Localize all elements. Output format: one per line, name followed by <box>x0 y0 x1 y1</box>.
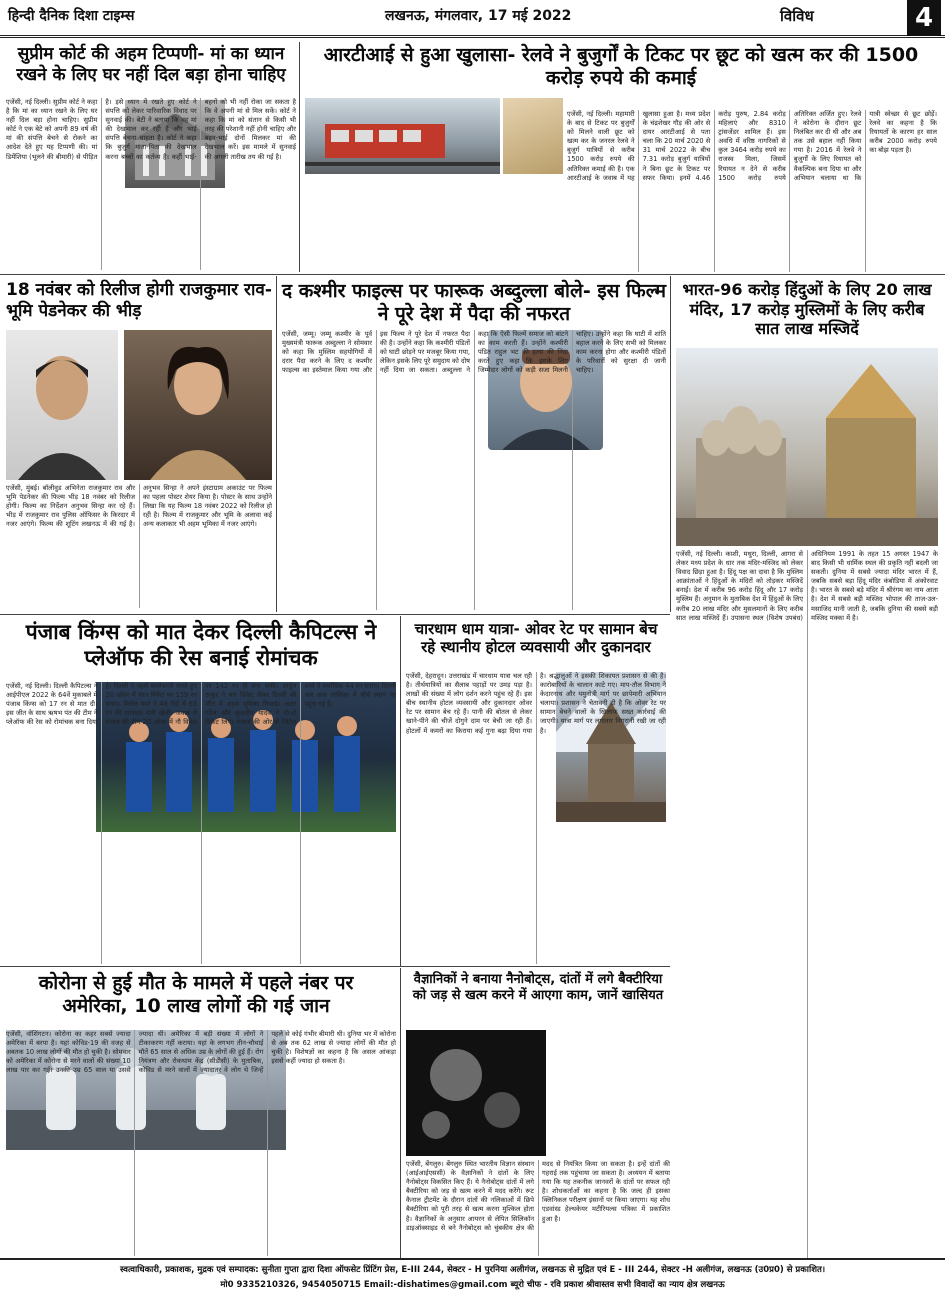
corona-headline: कोरोना से हुई मौत के मामले में पहले नंबर पर अमेरिका, 10 लाख लोगों की गई जान <box>38 972 354 1018</box>
char-dham-headline: चारधाम धाम यात्रा- ओवर रेट पर सामान बेच रहे स्थानीय होटल व्यवसायी और दुकानदार <box>414 620 658 657</box>
kashmir-files-body: एजेंसी, जम्मू। जम्मू कश्मीर के पूर्व मुख्यमंत्री फारूक अब्दुल्ला ने सोमवार को कहा कि मुस्लिम सहयोगियों में दरार पैदा करने के लिए द कश्मीर फाइल्स का इस्तेमाल किया गया और इस फिल्म ने पूरे देश में नफरत पैदा की है। उन्होंने कहा कि कश्मीरी पंडितों को घाटी छोड़ने पर मजबूर किया गया, लेकिन इसके लिए पूरे समुदाय को दोष नहीं दिया जा सकता। अब्दुल्ला ने कहा कि ऐसी फिल्में समाज को बांटने का काम करती हैं। उन्होंने कश्मीरी पंडित राहुल भट की हत्या की निंदा करते हुए कहा कि इसके लिए जिम्मेदार लोगों को कड़ी सजा मिलनी चाहिए। उन्होंने कहा कि घाटी में शांति बहाल करने के लिए सभी को मिलकर काम करना होगा और कश्मीरी पंडितों के परिवारों को सुरक्षा दी जानी चाहिए। <box>282 330 666 375</box>
mosques-body: एजेंसी, नई दिल्ली। काशी, मथुरा, दिल्ली, आगरा से लेकर मध्य प्रदेश के धार तक मंदिर-मस्जिद को लेकर विवाद छिड़ा हुआ है। हिंदू पक्ष का दावा है कि मुस्लिम आक्रांताओं ने हिंदुओं के मंदिरों को तोड़कर मस्जिदें बनाईं। देश में करीब 96 करोड़ हिंदू और 17 करोड़ मुस्लिम हैं। अनुमान के मुताबिक देश में हिंदुओं के लिए करीब 20 लाख मंदिर और मुसलमानों के लिए करीब सात लाख मस्जिदें हैं। उपासना स्थल (विशेष उपबंध) अधिनियम 1991 के तहत 15 अगस्त 1947 के बाद किसी भी धार्मिक स्थल की प्रकृति नहीं बदली जा सकती। दुनिया में सबसे ज्यादा मंदिर भारत में हैं, जबकि सबसे बड़ा हिंदू मंदिर कंबोडिया में अंकोरवाट है। भारत के सबसे बड़े मंदिर में श्रीरंगम का नाम आता है। देश में सबसे बड़ी मस्जिद भोपाल की ताज-उल-मसाजिद मानी जाती है, जबकि दुनिया की सबसे बड़ी मस्जिद मक्का में है। <box>676 550 938 622</box>
railway-body: एजेंसी, नई दिल्ली। महामारी के बाद से टिकट पर बुजुर्गों को मिलने वाली छूट को खत्म कर के जनरल रेलवे ने बुजुर्ग यात्रियों से करीब 1500 करोड़ रुपये की अतिरिक्त कमाई की है। एक आरटीआई के जवाब में यह खुलासा हुआ है। मध्य प्रदेश के चंद्रशेखर गौड़ की ओर से दायर आरटीआई से पता चला कि 20 मार्च 2020 से 31 मार्च 2022 के बीच 7.31 करोड़ बुजुर्ग यात्रियों ने बिना छूट के टिकट पर सफर किया। इनमें 4.46 करोड़ पुरुष, 2.84 करोड़ महिलाएं और 8310 ट्रांसजेंडर शामिल हैं। इस अवधि में वरिष्ठ नागरिकों से कुल 3464 करोड़ रुपये का राजस्व मिला, जिसमें रियायत न देने से करीब 1500 करोड़ रुपये अतिरिक्त अर्जित हुए। रेलवे ने कोरोना के दौरान छूट निलंबित कर दी थी और अब तक उसे बहाल नहीं किया गया है। 2016 में रेलवे ने बुजुर्गों के लिए रियायत को वैकल्पिक बना दिया था और अभियान चलाया था कि यात्री स्वेच्छा से छूट छोड़ें। रेलवे का कहना है कि रियायतों के कारण हर साल करीब 2000 करोड़ रुपये का बोझ पड़ता है। <box>567 110 937 182</box>
nanobots-body: एजेंसी, बेंगलुरु। बेंगलुरु स्थित भारतीय विज्ञान संस्थान (आईआईएससी) के वैज्ञानिकों ने दांतों के लिए नैनोबोट्स विकसित किए हैं। ये नैनोबोट्स दांतों में लगे बैक्टीरिया को जड़ से खत्म करने में मदद करेंगे। रूट कैनाल ट्रीटमेंट के दौरान दांतों की नलिकाओं में छिपे बैक्टीरिया को पूरी तरह से खत्म करना मुश्किल होता है। वैज्ञानिकों के अनुसार आयरन से लेपित सिलिकॉन डाइऑक्साइड से बने नैनोबोट्स को चुंबकीय क्षेत्र की मदद से नियंत्रित किया जा सकता है। इन्हें दांतों की गहराई तक पहुंचाया जा सकता है। अध्ययन में बताया गया कि यह तकनीक जानवरों के दांतों पर सफल रही है। शोधकर्ताओं का कहना है कि जल्द ही इसका क्लिनिकल परीक्षण इंसानों पर किया जाएगा। यह शोध एडवांस्ड हेल्थकेयर मटीरियल्स पत्रिका में प्रकाशित हुआ है। <box>406 1160 670 1232</box>
row-divider <box>0 966 670 967</box>
kashmir-files-headline: द कश्मीर फाइल्स पर फारूक अब्दुल्ला बोले- इस फिल्म ने पूरे देश में पैदा की नफरत <box>282 280 666 326</box>
row-divider <box>0 274 945 275</box>
footer-line-1: स्वत्वाधिकारी, प्रकाशक, मुद्रक एवं सम्पादक: सुनीता गुप्ता द्वारा दिशा ऑफसेट प्रिंटिंग प्रेस, E-III 244, सेक्टर - H पुरनिया अलीगंज, लखनऊ से मुद्रित एवं E - III 244, सेक्टर -H अलीगंज, लखनऊ (उ0प्र0) से प्रकाशित। <box>119 1265 826 1275</box>
row-divider <box>0 614 670 615</box>
footer-line-2: मो0 9335210326, 9454050715 Email:-dishatimes@gmail.com ब्यूरो चीफ - रवि प्रकाश श्रीवास्तव सभी विवादों का न्याय क्षेत्र लखनऊ <box>220 1280 725 1290</box>
actor-portrait <box>6 330 118 480</box>
supreme-court-body: एजेंसी, नई दिल्ली। सुप्रीम कोर्ट ने कहा है कि मां का ध्यान रखने के लिए घर नहीं दिल बड़ा होना चाहिए। सुप्रीम कोर्ट ने एक बेटे को अपनी 89 वर्ष की मां की संपत्ति बेचने से रोकने का आदेश देते हुए यह टिप्पणी की। मां डिमेंशिया (भूलने की बीमारी) से पीड़ित है। इसे ध्यान में रखते हुए कोर्ट ने संपत्ति को लेकर पारिवारिक विवाद पर सुनवाई की। बेटी ने बताया कि वह मां की देखभाल कर रही है और भाई संपत्ति बेचना चाहता है। कोर्ट ने कहा कि बुजुर्ग माता-पिता की देखभाल करना बच्चों का कर्तव्य है। कहीं भाई-बहनों को भी नहीं रोका जा सकता है कि वे अपनी मां से मिल सकें। कोर्ट ने कहा कि मां को संतान से किसी भी तरह की परेशानी नहीं होनी चाहिए और बहन-भाई दोनों मिलकर मां की देखभाल करें। इस मामले में सुनवाई की अगली तारीख तय की गई है। <box>6 98 296 161</box>
column-divider <box>670 276 671 612</box>
section-name: विविध <box>780 7 814 25</box>
nanobots-headline: वैज्ञानिकों ने बनाया नैनोबोट्स, दांतों में लगे बैक्टीरिया को जड़ से खत्म करने में आएगा काम, जानें खासियत <box>412 972 664 1003</box>
railway-headline: आरटीआई से हुआ खुलासा- रेलवे ने बुजुर्गों के टिकट पर छूट को खत्म कर की 1500 करोड़ रुपये की कमाई <box>323 44 919 90</box>
char-dham-body: एजेंसी, देहरादून। उत्तराखंड में चारधाम यात्रा चल रही है। तीर्थयात्रियों का सैलाब पहाड़ों पर उमड़ पड़ा है। लाखों की संख्या में लोग दर्शन करने पहुंच रहे हैं। इस बीच स्थानीय होटल व्यवसायी और दुकानदार ओवर रेट पर सामान बेच रहे हैं। पानी की बोतल से लेकर खाने-पीने की चीजें दोगुने दाम पर बेची जा रही हैं। होटलों में कमरों का किराया कई गुना बढ़ा दिया गया है। श्रद्धालुओं ने इसकी शिकायत प्रशासन से की है। कारोबारियों के चालान काटे गए। माप-तौल विभाग ने केदारनाथ और यमुनोत्री मार्ग पर छापेमारी अभियान चलाया। प्रशासन ने चेतावनी दी है कि ओवर रेट पर सामान बेचने वालों के खिलाफ सख्त कार्रवाई की जाएगी। यात्रा मार्ग पर लगातार निगरानी रखी जा रही है। <box>406 672 666 735</box>
page-number: 4 <box>907 0 941 36</box>
column-divider <box>299 42 300 272</box>
supreme-court-headline: सुप्रीम कोर्ट की अहम टिप्पणी- मां का ध्यान रखने के लिए घर नहीं दिल बड़ा होना चाहिए <box>16 44 286 85</box>
ipl-headline: पंजाब किंग्स को मात देकर दिल्ली कैपिटल्स ने प्लेऑफ की रेस बनाई रोमांचक <box>25 620 377 670</box>
masthead <box>0 0 945 38</box>
microscope-image-illustration <box>406 1030 546 1156</box>
temple-mosque-photo <box>676 348 938 546</box>
rajkummar-headline: 18 नवंबर को रिलीज होगी राजकुमार राव-भूमि पेडनेकर की भीड़ <box>6 280 272 321</box>
nanobots-micrograph <box>406 1030 546 1156</box>
bhumi-photo <box>124 330 272 480</box>
actress-portrait <box>124 330 272 480</box>
corona-body: एजेंसी, वॉशिंगटन। कोरोना का कहर सबसे ज्यादा अमेरिका में बरपा है। यहां कोविड-19 की वजह से अबतक 10 लाख लोगों की मौत हो चुकी है। सोमवार को अमेरिका में कोरोना से मरने वालों की संख्या 10 लाख पार कर गई। उनकी उम्र 65 साल या उससे ज्यादा थी। अमेरिका में बड़ी संख्या में लोगों ने टीकाकरण नहीं कराया। यहां के लगभग तीन-चौथाई मौतें 65 साल से अधिक उम्र के लोगों की हुई हैं। रोग नियंत्रण और रोकथाम केंद्र (सीडीसी) के मुताबिक, कोविड से मरने वालों में ज्यादातर वे लोग थे जिन्हें पहले से कोई गंभीर बीमारी थी। दुनिया भर में कोरोना से अब तक 62 लाख से ज्यादा लोगों की मौत हो चुकी है। विशेषज्ञों का कहना है कि असल आंकड़ा इससे कहीं ज्यादा हो सकता है। <box>6 1030 396 1075</box>
column-divider <box>276 276 277 612</box>
ipl-body: एजेंसी, नई दिल्ली। दिल्ली कैपिटल्स ने आईपीएल 2022 के 64वें मुकाबले में पंजाब किंग्स को 17 रन से मात दी। इस जीत के साथ ऋषभ पंत की टीम ने प्लेऑफ की रेस को रोमांचक बना दिया है। दिल्ली ने पहले बल्लेबाजी करते हुए 20 ओवर में सात विकेट पर 159 रन बनाए। मिचेल मार्श ने 48 गेंदों में 63 रन की शानदार पारी खेली। जवाब में पंजाब की टीम 20 ओवर में नौ विकेट पर 142 रन ही बना सकी। शार्दुल ठाकुर ने चार विकेट लेकर दिल्ली की जीत में अहम भूमिका निभाई। अक्षर पटेल और कुलदीप यादव ने दो-दो विकेट लिए। पंजाब की ओर से जितेश शर्मा ने सर्वाधिक 44 रन बनाए। दिल्ली अब अंक तालिका में चौथे स्थान पर पहुंच गई है। <box>6 682 396 727</box>
column-divider <box>400 616 401 966</box>
temple-mosque-illustration <box>676 348 938 546</box>
mosques-headline: भारत-96 करोड़ हिंदुओं के लिए 20 लाख मंदिर, 17 करोड़ मुस्लिमों के लिए करीब सात लाख मस्जिदें <box>682 280 932 339</box>
dateline: लखनऊ, मंगलवार, 17 मई 2022 <box>385 8 572 24</box>
column-divider <box>400 968 401 1258</box>
rajkummar-photo <box>6 330 118 480</box>
rajkummar-body: एजेंसी, मुंबई। बॉलीवुड अभिनेता राजकुमार राव और भूमि पेडनेकर की फिल्म भीड़ 18 नवंबर को रिलीज होगी। फिल्म का निर्देशन अनुभव सिन्हा कर रहे हैं। भीड़ में राजकुमार राव पुलिस ऑफिसर के किरदार में नजर आएंगे। फिल्म की शूटिंग लखनऊ में की गई है। अनुभव सिन्हा ने अपने इंस्टाग्राम अकाउंट पर फिल्म का पहला पोस्टर शेयर किया है। पोस्टर के साथ उन्होंने लिखा कि यह फिल्म 18 नवंबर 2022 को रिलीज हो रही है। फिल्म में राजकुमार और भूमि के अलावा कई अन्य कलाकार भी अहम भूमिका में नजर आएंगे। <box>6 484 272 529</box>
paper-name: हिन्दी दैनिक दिशा टाइम्स <box>8 8 135 24</box>
footer-imprint <box>0 1258 945 1295</box>
